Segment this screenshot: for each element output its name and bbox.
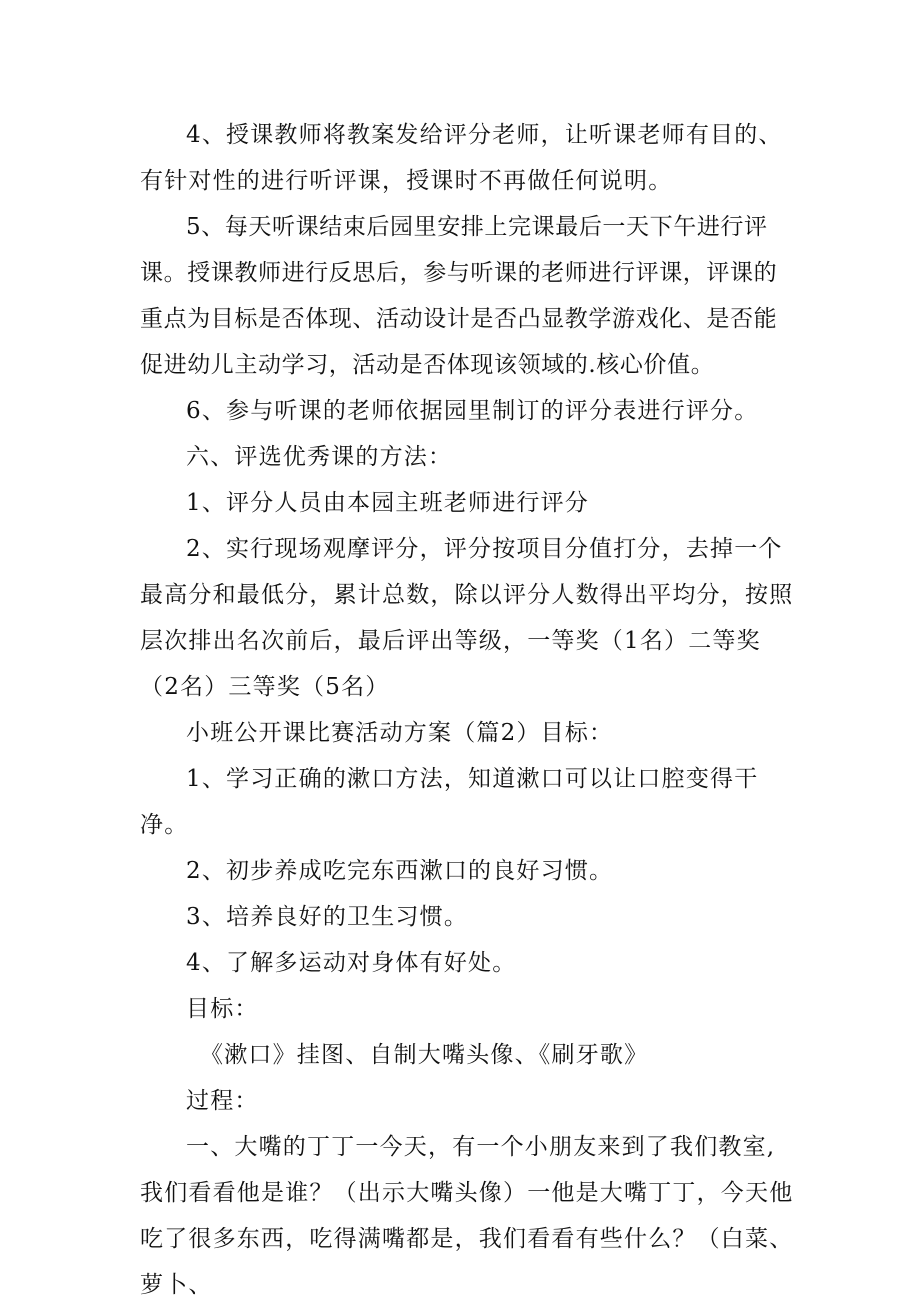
paragraph-goal-heading: 目标： (186, 996, 259, 1022)
paragraph-evaluation-step-5: 5、每天听课结束后园里安排上完课最后一天下午进行评课。授课教师进行反思后，参与听课的老师进行评课，评课的重点为目标是否体现、活动设计是否凸显教学游戏化、是否能促进幼儿主动学习，活动是否体现该领域的.核心价值。 (140, 214, 778, 378)
paragraph-goal-3: 3、培养良好的卫生习惯。 (186, 904, 469, 930)
paragraph-goal-1: 1、学习正确的漱口方法，知道漱口可以让口腔变得干净。 (140, 766, 759, 838)
paragraph-plan-2-title: 小班公开课比赛活动方案（篇2）目标： (186, 720, 614, 746)
paragraph-selection-step-2: 2、实行现场观摩评分，评分按项目分值打分，去掉一个最高分和最低分，累计总数，除以评分人数得出平均分，按照层次排出名次前后，最后评出等级，一等奖（1名）二等奖（2名）三等奖（5名） (140, 536, 794, 700)
paragraph-process-heading: 过程： (186, 1088, 259, 1114)
paragraph-evaluation-step-6: 6、参与听课的老师依据园里制订的评分表进行评分。 (186, 398, 759, 424)
document-body (140, 112, 795, 1308)
paragraph-goal-4: 4、了解多运动对身体有好处。 (186, 950, 517, 976)
paragraph-materials: 《漱口》挂图、自制大嘴头像、《刷牙歌》 (200, 1042, 649, 1068)
paragraph-selection-step-1: 1、评分人员由本园主班老师进行评分 (186, 490, 590, 516)
paragraph-goal-2: 2、初步养成吃完东西漱口的良好习惯。 (186, 858, 614, 884)
paragraph-process-step-1: 一、大嘴的丁丁一今天，有一个小朋友来到了我们教室,我们看看他是谁？（出示大嘴头像）一他是大嘴丁丁，今天他吃了很多东西，吃得满嘴都是，我们看看有些什么？（白菜、萝卜、 (140, 1134, 794, 1298)
section-heading-selection-method: 六、评选优秀课的方法： (186, 444, 453, 470)
paragraph-evaluation-step-4: 4、授课教师将教案发给评分老师，让听课老师有目的、有针对性的进行听评课，授课时不再做任何说明。 (140, 122, 783, 194)
